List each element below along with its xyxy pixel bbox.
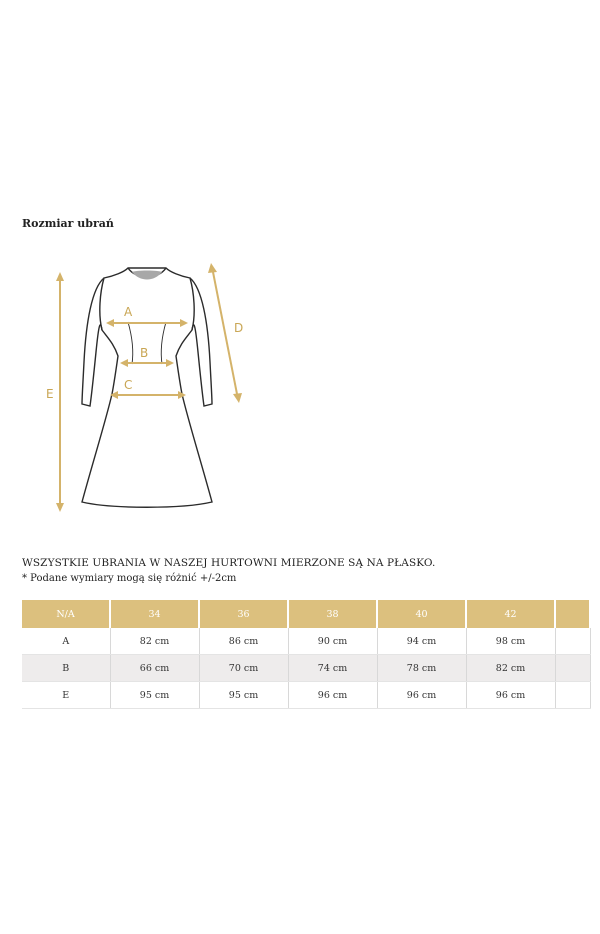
table-cell-blank — [555, 655, 590, 682]
table-row — [22, 655, 590, 682]
neck-shade — [132, 271, 162, 280]
table-cell: 94 cm — [377, 628, 466, 655]
table-cell: 98 cm — [466, 628, 555, 655]
table-row — [22, 628, 590, 655]
header-cell: N/A — [22, 600, 110, 628]
measure-a-arrow-left — [106, 319, 114, 327]
header-cell: 36 — [199, 600, 288, 628]
table-cell: 74 cm — [288, 655, 377, 682]
table-row — [22, 682, 590, 709]
label-b: B — [140, 346, 149, 360]
label-d: D — [234, 321, 244, 335]
table-cell: 78 cm — [377, 655, 466, 682]
table-cell: 90 cm — [288, 628, 377, 655]
tolerance-note: * Podane wymiary mogą się różnić +/-2cm — [22, 573, 237, 584]
header-cell: 42 — [466, 600, 555, 628]
measurement-notice: WSZYSTKIE UBRANIA W NASZEJ HURTOWNI MIERZONE SĄ NA PŁASKO. — [22, 557, 436, 569]
table-cell: 66 cm — [110, 655, 199, 682]
table-cell: 82 cm — [466, 655, 555, 682]
size-table — [22, 600, 591, 709]
table-cell: 86 cm — [199, 628, 288, 655]
measure-d-arrow-top — [208, 263, 217, 273]
label-a: A — [124, 305, 133, 319]
row-label: B — [22, 655, 110, 682]
table-cell: 96 cm — [377, 682, 466, 709]
header-cell: 40 — [377, 600, 466, 628]
table-cell: 82 cm — [110, 628, 199, 655]
row-label: E — [22, 682, 110, 709]
table-cell-blank — [555, 682, 590, 709]
header-cell: 34 — [110, 600, 199, 628]
table-header-row — [22, 600, 590, 628]
table-cell: 95 cm — [199, 682, 288, 709]
measure-a-arrow-right — [180, 319, 188, 327]
measure-e-arrow-top — [56, 272, 64, 281]
page-title: Rozmiar ubrań — [22, 217, 114, 230]
measure-d-arrow-bottom — [233, 393, 242, 403]
table-cell-blank — [555, 628, 590, 655]
measure-b-arrow-left — [120, 359, 128, 367]
table-cell: 70 cm — [199, 655, 288, 682]
dress-outline — [82, 268, 212, 507]
measure-e-arrow-bottom — [56, 503, 64, 512]
table-cell: 96 cm — [288, 682, 377, 709]
row-label: A — [22, 628, 110, 655]
label-c: C — [124, 378, 133, 392]
header-cell-blank — [555, 600, 590, 628]
label-e: E — [46, 387, 54, 401]
table-cell: 95 cm — [110, 682, 199, 709]
header-cell: 38 — [288, 600, 377, 628]
table-cell: 96 cm — [466, 682, 555, 709]
dress-diagram — [40, 252, 260, 522]
measure-b-arrow-right — [166, 359, 174, 367]
